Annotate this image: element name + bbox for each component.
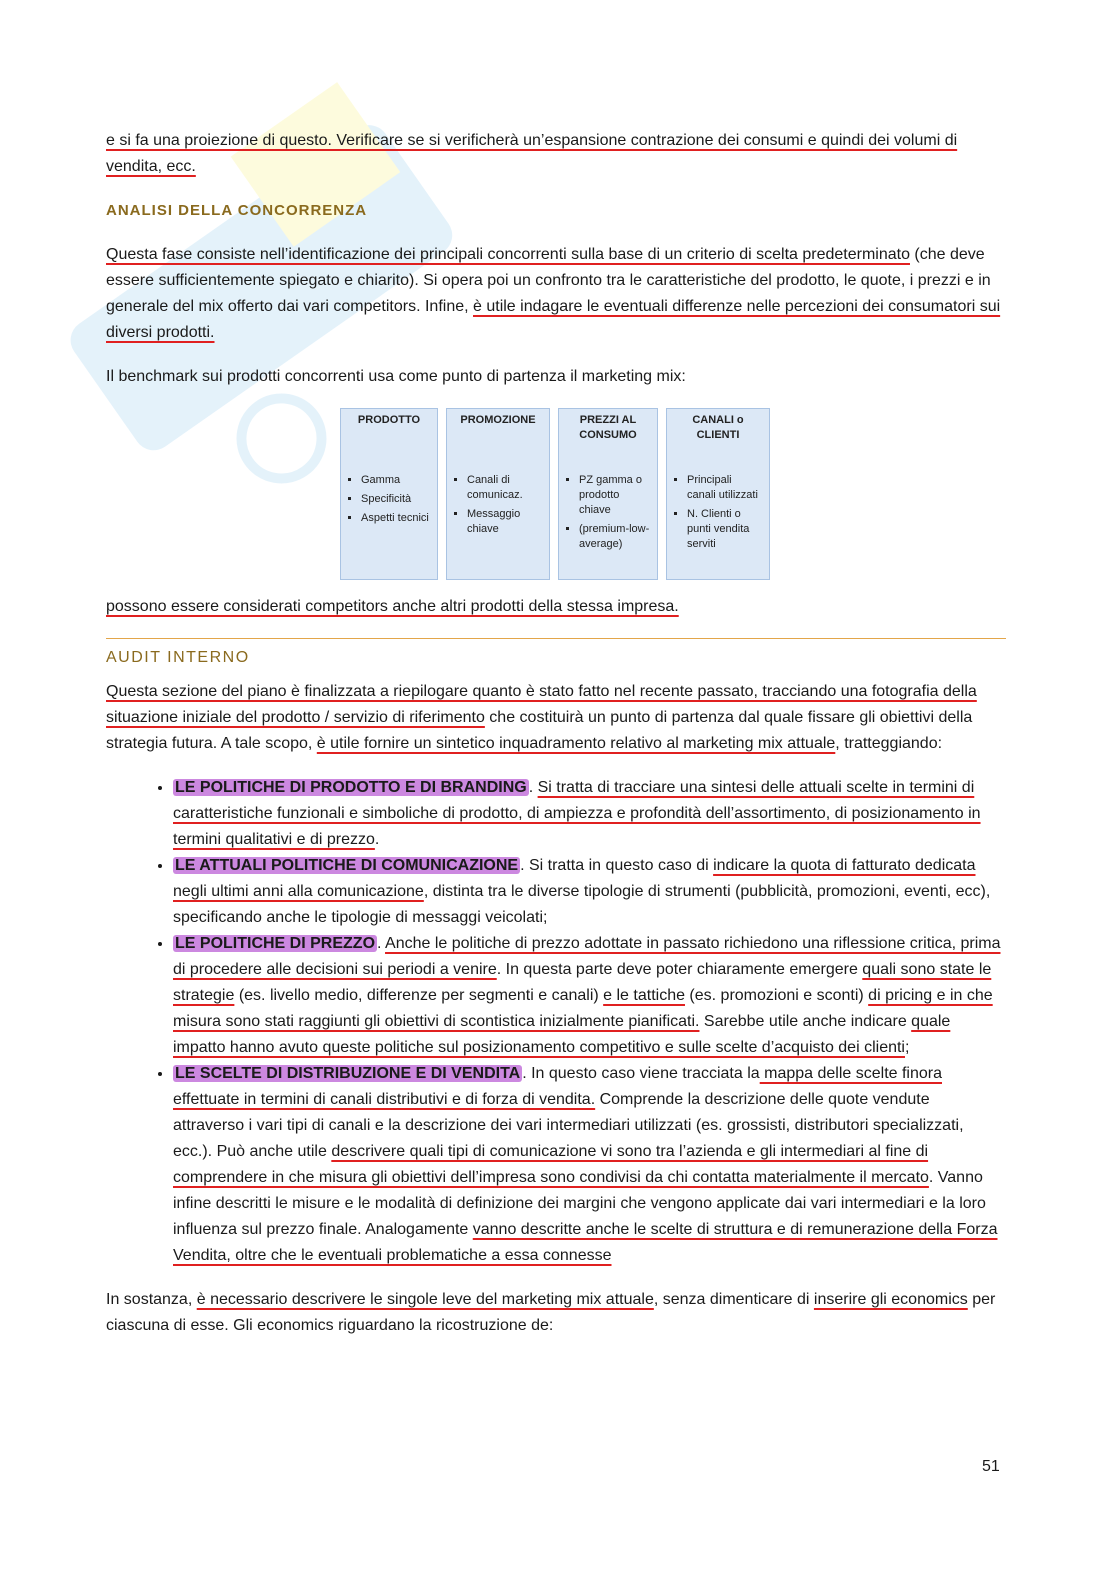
list-item: • LE POLITICHE DI PRODOTTO E DI BRANDING . Si tratta di tracciare una sintesi delle attuali scelte in termini di caratteristiche funzionali e simboliche di prodotto, di ampiezza e profondità dell’assortimento, di posizionamento in termini qualitativi e di prezzo. — [173, 775, 1002, 853]
box-prezzi: PREZZI AL CONSUMO ▪ PZ gamma o prodotto chiave ▪ (premium-low-average) — [558, 408, 658, 580]
list-item: • LE POLITICHE DI PREZZO . Anche le politiche di prezzo adottate in passato richiedono una riflessione critica, prima di procedere alle decisioni sui periodi a venire. In questa parte deve poter chiaramente emergere quali sono state le strategie (es. livello medio, differenze per segmenti e canali) e le tattiche (es. promozioni e sconti) di pricing e in che misura sono stati raggiunti gli obiettivi di scontistica inizialmente pianificati. Sarebbe utile anche indicare quale impatto hanno avuto queste politiche sul posizionamento competitivo e sulle scelte d’acquisto dei clienti; — [173, 931, 1002, 1061]
page-number: 51 — [982, 1458, 1000, 1475]
document-page — [106, 128, 1002, 1357]
audit-paragraph: Questa sezione del piano è finalizzata a riepilogare quanto è stato fatto nel recente passato, tracciando una fotografia della situazione iniziale del prodotto / servizio di riferimento che costituirà un punto di partenza dal quale fissare gli obiettivi della strategia futura. A tale scopo, è utile fornire un sintetico inquadramento relativo al marketing mix attuale, tratteggiando: — [106, 683, 977, 752]
list-item: • LE SCELTE DI DISTRIBUZIONE E DI VENDITA . In questo caso viene tracciata la mappa delle scelte finora effettuate in termini di canali distributivi e di forza di vendita. Comprende la descrizione delle quote vendute attraverso i vari tipi di canali e la descrizione dei vari intermediari utilizzati (es. grossisti, distributori specializzati, ecc.). Può anche utile descrivere quali tipi di comunicazione vi sono tra l’azienda e gli intermediari al fine di comprendere in che misura gli obiettivi dell’impresa sono condivisi da chi contatta materialmente il mercato. Vanno infine descritti le misure e le modalità di definizione dei margini che vengono applicate dai vari intermediari e la loro influenza sul prezzo finale. Analogamente vanno descritte anche le scelte di struttura e di remunerazione della Forza Vendita, oltre che le eventuali problematiche a essa connesse — [173, 1061, 1002, 1269]
concorrenza-paragraph: Questa fase consiste nell’identificazione dei principali concorrenti sulla base di un criterio di scelta predeterminato (che deve essere sufficientemente spiegato e chiarito). Si opera poi un confronto tra le caratteristiche del prodotto, le quote, i prezzi e in generale del mix offerto dai vari competitors. Infine, è utile indagare le eventuali differenze nelle percezioni dei consumatori sui diversi prodotti. — [106, 246, 1001, 341]
sostanza-paragraph: In sostanza, è necessario descrivere le singole leve del marketing mix attuale, senza dimenticare di inserire gli economics per ciascuna di esse. Gli economics riguardano la ricostruzione de: — [106, 1291, 996, 1334]
heading-audit-interno: AUDIT INTERNO — [106, 638, 1006, 671]
competitors-note: possono essere considerati competitors anche altri prodotti della stessa impresa. — [106, 598, 679, 615]
list-item: ▪ Principali canali utilizzati — [687, 473, 763, 503]
list-item: • LE ATTUALI POLITICHE DI COMUNICAZIONE . Si tratta in questo caso di indicare la quota di fatturato dedicata negli ultimi anni alla comunicazione, distinta tra le diverse tipologie di strumenti (pubblicità, promozioni, eventi, ecc), specificando anche le tipologie di messaggi veicolati; — [173, 853, 1002, 931]
box-canali: CANALI o CLIENTI ▪ Principali canali utilizzati ▪ N. Clienti o punti vendita serviti — [666, 408, 770, 580]
list-item: ▪ (premium-low-average) — [579, 522, 651, 552]
list-item: ▪ Canali di comunicaz. — [467, 473, 543, 503]
audit-bullet-list — [106, 775, 1002, 1269]
box-prodotto: PRODOTTO ▪ Gamma ▪ Specificità ▪ Aspetti tecnici — [340, 408, 438, 580]
list-item: ▪ Specificità — [361, 492, 431, 507]
benchmark-paragraph: Il benchmark sui prodotti concorrenti usa come punto di partenza il marketing mix: — [106, 368, 686, 385]
intro-paragraph: e si fa una proiezione di questo. Verificare se si verificherà un’espansione contrazione dei consumi e quindi dei volumi di vendita, ecc. — [106, 132, 958, 175]
list-item: ▪ Gamma — [361, 473, 431, 488]
list-item: ▪ PZ gamma o prodotto chiave — [579, 473, 651, 518]
marketing-mix-diagram — [340, 408, 1002, 580]
list-item: ▪ Messaggio chiave — [467, 507, 543, 537]
heading-analisi-concorrenza: ANALISI DELLA CONCORRENZA — [106, 202, 368, 219]
list-item: ▪ N. Clienti o punti vendita serviti — [687, 507, 763, 552]
box-promozione: PROMOZIONE ▪ Canali di comunicaz. ▪ Messaggio chiave — [446, 408, 550, 580]
list-item: ▪ Aspetti tecnici — [361, 511, 431, 526]
